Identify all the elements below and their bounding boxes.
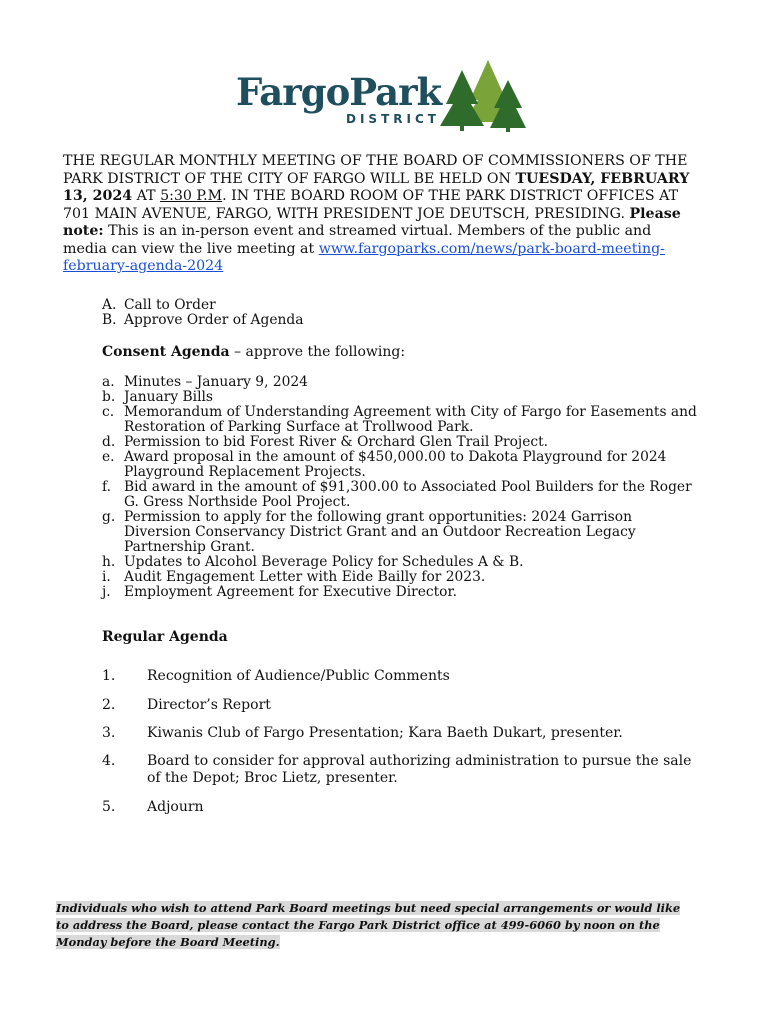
list-item: i. Audit Engagement Letter with Eide Bailly for 2023. bbox=[102, 569, 486, 585]
list-item: a. Minutes – January 9, 2024 bbox=[102, 374, 308, 390]
accessibility-footer-note: Individuals who wish to attend Park Board meetings but need special arrangements or would like to address the Board, please contact the Fargo Park District office at 499-6060 by noon on the Monday before the Board Meeting. bbox=[56, 901, 681, 949]
list-item: g. Permission to apply for the following grant opportunities: 2024 Garrison Diversion Conservancy District Grant and an Outdoor Recreation Legacy Partnership Grant. bbox=[102, 509, 636, 555]
list-item: h. Updates to Alcohol Beverage Policy for Schedules A & B. bbox=[102, 554, 524, 570]
list-item: A. Call to Order bbox=[102, 297, 216, 313]
list-item: c. Memorandum of Understanding Agreement with City of Fargo for Easements and Restoration of Parking Surface at Trollwood Park. bbox=[102, 404, 697, 435]
pine-trees-icon bbox=[440, 60, 530, 132]
consent-agenda-heading: Consent Agenda – approve the following: bbox=[102, 344, 406, 360]
meeting-date: TUESDAY, FEBRUARY 13, 2024 bbox=[63, 170, 690, 204]
regular-agenda-item: 5. Adjourn bbox=[102, 799, 204, 815]
fargo-park-district-logo bbox=[234, 60, 534, 136]
list-item: j. Employment Agreement for Executive Director. bbox=[102, 584, 457, 600]
consent-agenda-list bbox=[102, 375, 700, 600]
regular-agenda-item: 2. Director’s Report bbox=[102, 697, 271, 713]
list-item: b. January Bills bbox=[102, 389, 213, 405]
opening-list bbox=[102, 298, 303, 328]
regular-agenda-item: 3. Kiwanis Club of Fargo Presentation; Kara Baeth Dukart, presenter. bbox=[102, 725, 623, 741]
list-item: f. Bid award in the amount of $91,300.00 to Associated Pool Builders for the Roger G. Gress Northside Pool Project. bbox=[102, 479, 692, 510]
meeting-notice: THE REGULAR MONTHLY MEETING OF THE BOARD OF COMMISSIONERS OF THE PARK DISTRICT OF THE CITY OF FARGO WILL BE HELD ON TUESDAY, FEBRUARY 13, 2024 AT 5:30 P.M. IN THE BOARD ROOM OF THE PARK DISTRICT OFFICES AT 701 MAIN AVENUE, FARGO, WITH PRESIDENT JOE DEUTSCH, PRESIDING. Please note: This is an in-person event and streamed virtual. Members of the public and media can view the live meeting at www.fargoparks.com/news/park-board-meeting-february-agenda-2024 bbox=[63, 153, 690, 274]
list-item: e. Award proposal in the amount of $450,000.00 to Dakota Playground for 2024 Playground Replacement Projects. bbox=[102, 449, 667, 480]
list-item: B. Approve Order of Agenda bbox=[102, 312, 304, 328]
meeting-time: 5:30 P.M bbox=[160, 188, 223, 204]
note-label: Please note: bbox=[63, 205, 681, 239]
logo-district-text: DISTRICT bbox=[346, 112, 440, 126]
live-meeting-link[interactable]: www.fargoparks.com/news/park-board-meeting-february-agenda-2024 bbox=[63, 240, 665, 274]
regular-agenda-item: 1. Recognition of Audience/Public Comments bbox=[102, 668, 450, 684]
list-item: d. Permission to bid Forest River & Orchard Glen Trail Project. bbox=[102, 434, 549, 450]
regular-agenda-item: 4. Board to consider for approval authorizing administration to pursue the sale of the Depot; Broc Lietz, presenter. bbox=[102, 753, 692, 786]
regular-agenda-heading: Regular Agenda bbox=[102, 629, 228, 645]
logo-wordmark: FargoPark bbox=[236, 70, 442, 114]
